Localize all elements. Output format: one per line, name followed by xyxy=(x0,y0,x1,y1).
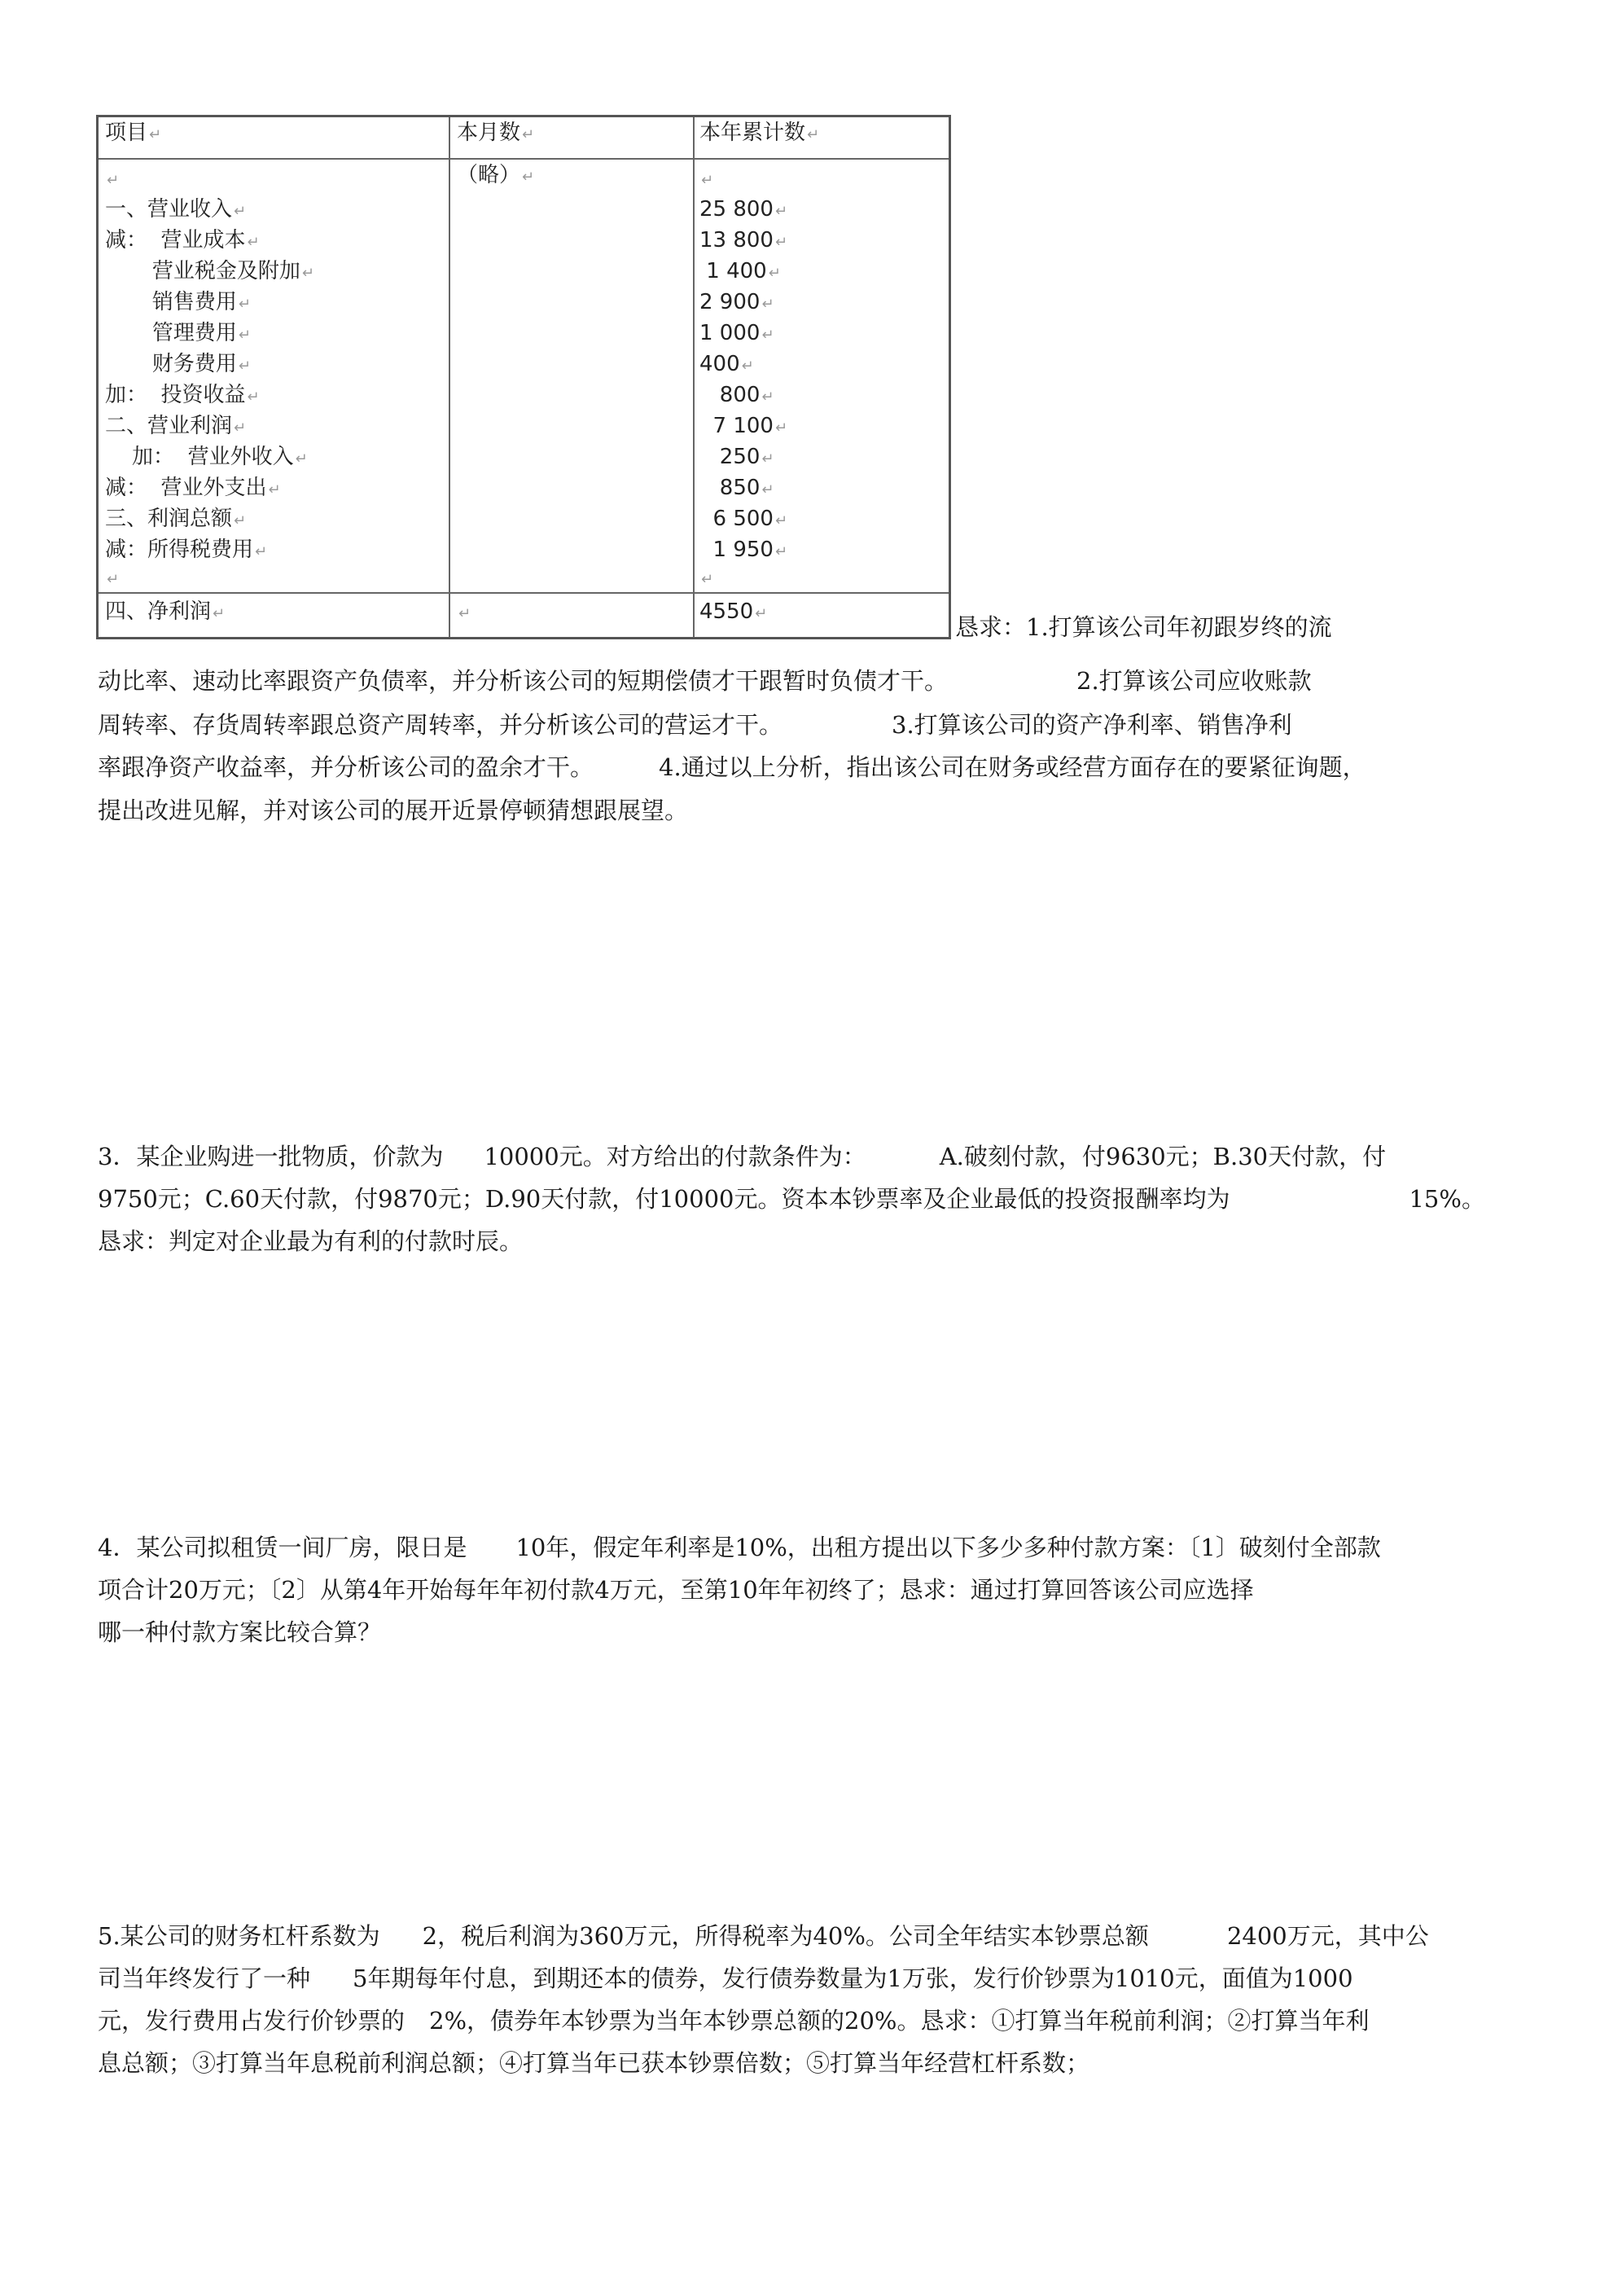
row-label: 财务费用 ↵ xyxy=(105,352,251,376)
q3-line-3: 恳求：判定对企业最为有利的付款时辰。 xyxy=(98,1227,524,1255)
q4-line-3: 哪一种付款方案比较合算？ xyxy=(98,1618,382,1646)
row-year: ↵ xyxy=(701,172,714,189)
q5-line-3: 元，发行费用占发行价钞票的 2%，债券年本钞票为当年本钞票总额的20%。恳求：①打算当年税前利润；②打算当年利 xyxy=(98,2007,1370,2035)
row-year: 850 ↵ xyxy=(699,476,774,500)
q2-line-1: 恳求：1.打算该公司年初跟岁终的流 xyxy=(955,613,1332,641)
row-label: 减：所得税费用 ↵ xyxy=(105,538,268,562)
income-statement-table xyxy=(96,115,951,639)
row-year: 1 950 ↵ xyxy=(699,538,788,562)
q4-line-2: 项合计20万元；〔2〕从第4年开始每年年初付款4万元，至第10年年初终了；恳求：通过打算回答该公司应选择 xyxy=(98,1576,1254,1604)
row-label: 减： 营业成本 ↵ xyxy=(105,228,260,252)
q2-line-3: 周转率、存货周转率跟总资产周转率，并分析该公司的营运才干。 3.打算该公司的资产净利率、销售净利 xyxy=(98,711,1292,739)
row-label: 一、营业收入 ↵ xyxy=(105,197,247,222)
column-divider xyxy=(449,117,450,637)
row-label: 三、利润总额 ↵ xyxy=(105,507,247,531)
net-profit-month: ↵ xyxy=(458,605,471,622)
row-year: 25 800 ↵ xyxy=(699,197,788,222)
q4-line-1: 4．某公司拟租赁一间厂房，限日是 10年，假定年利率是10%，出租方提出以下多少多种付款方案：〔1〕破刻付全部款 xyxy=(98,1534,1381,1561)
row-year: 400 ↵ xyxy=(699,352,754,376)
row-label: 加： 营业外收入 ↵ xyxy=(105,445,308,469)
net-profit-label: 四、净利润 ↵ xyxy=(105,599,226,624)
column-divider xyxy=(693,117,695,637)
row-year: 2 900 ↵ xyxy=(699,290,774,314)
net-profit-divider xyxy=(99,592,949,594)
q2-line-5: 提出改进见解，并对该公司的展开近景停顿猜想跟展望。 xyxy=(98,797,689,824)
row-year: 13 800 ↵ xyxy=(699,228,788,252)
row-label: 加： 投资收益 ↵ xyxy=(105,383,260,407)
q3-line-1: 3．某企业购进一批物质，价款为 10000元。对方给出的付款条件为： A.破刻付款，付9630元；B.30天付款，付 xyxy=(98,1143,1387,1170)
q5-line-1: 5.某公司的财务杠杆系数为 2，税后利润为360万元，所得税率为40%。公司全年结实本钞票总额 2400万元，其中公 xyxy=(98,1922,1429,1950)
row-year: 6 500 ↵ xyxy=(699,507,788,531)
row-year: 250 ↵ xyxy=(699,445,774,469)
row-label: 营业税金及附加 ↵ xyxy=(105,259,314,283)
row-label: 二、营业利润 ↵ xyxy=(105,414,247,438)
header-month: 本月数 ↵ xyxy=(457,121,535,145)
row-year: ↵ xyxy=(701,571,714,588)
row-year: 1 000 ↵ xyxy=(699,321,774,345)
row-label: ↵ xyxy=(107,172,120,189)
row-label: 减： 营业外支出 ↵ xyxy=(105,476,281,500)
q2-line-4: 率跟净资产收益率，并分析该公司的盈余才干。 4.通过以上分析，指出该公司在财务或经营方面存在的要紧征询题， xyxy=(98,753,1366,781)
q2-line-2: 动比率、速动比率跟资产负债率，并分析该公司的短期偿债才干跟暂时负债才干。 2.打算该公司应收账款 xyxy=(98,667,1312,695)
header-year: 本年累计数 ↵ xyxy=(699,121,820,145)
header-item: 项目 ↵ xyxy=(105,121,162,145)
q5-line-2: 司当年终发行了一种 5年期每年付息，到期还本的债券，发行债券数量为1万张，发行价钞票为1010元，面值为1000 xyxy=(98,1965,1353,1992)
net-profit-year: 4550 ↵ xyxy=(699,599,768,624)
row-label: ↵ xyxy=(107,571,120,588)
month-note: （略） ↵ xyxy=(457,163,535,187)
row-year: 800 ↵ xyxy=(699,383,774,407)
q5-line-4: 息总额；③打算当年息税前利润总额；④打算当年已获本钞票倍数；⑤打算当年经营杠杆系数； xyxy=(98,2049,1090,2077)
row-label: 管理费用 ↵ xyxy=(105,321,251,345)
q3-line-2: 9750元；C.60天付款，付9870元；D.90天付款，付10000元。资本本钞票率及企业最低的投资报酬率均为 15%。 xyxy=(98,1185,1485,1213)
row-year: 7 100 ↵ xyxy=(699,414,788,438)
row-year: 1 400 ↵ xyxy=(699,259,781,283)
row-label: 销售费用 ↵ xyxy=(105,290,251,314)
